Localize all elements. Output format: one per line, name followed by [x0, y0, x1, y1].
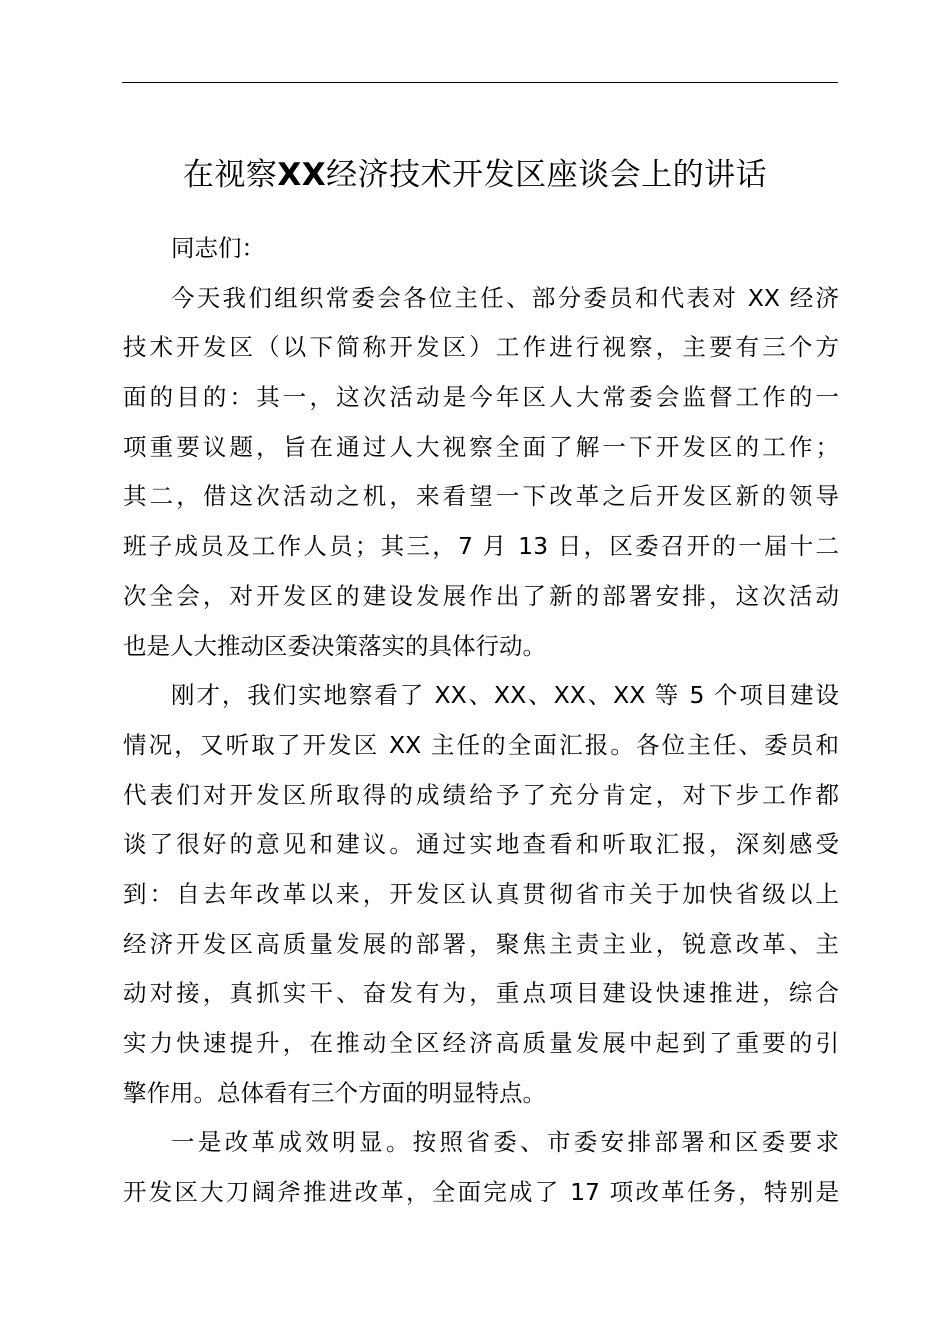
paragraph-line: 也是人大推动区委决策落实的具体行动。: [123, 631, 546, 660]
paragraph-line: 经济开发区高质量发展的部署，聚焦主责主业，锐意改革、主: [123, 929, 839, 958]
paragraph-line: 面的目的：其一，这次活动是今年区人大常委会监督工作的一: [123, 383, 839, 412]
title-prefix: 在视察: [182, 157, 278, 193]
header-rule: [122, 82, 838, 83]
paragraph-line: 班子成员及工作人员；其三，7 月 13 日，区委召开的一届十二: [123, 532, 839, 561]
document-body: [123, 224, 839, 1218]
paragraph-line: 次全会，对开发区的建设发展作出了新的部署安排，这次活动: [123, 581, 839, 610]
paragraph-line: 技术开发区（以下简称开发区）工作进行视察，主要有三个方: [123, 333, 839, 362]
paragraph-line: 一是改革成效明显。按照省委、市委安排部署和区委要求: [171, 1128, 839, 1157]
paragraph-line: 其二，借这次活动之机，来看望一下改革之后开发区新的领导: [123, 482, 839, 511]
title-suffix: 经济技术开发区座谈会上的讲话: [326, 157, 768, 193]
paragraph-line: 代表们对开发区所取得的成绩给予了充分肯定，对下步工作都: [123, 780, 839, 809]
paragraph-3: [123, 1118, 839, 1217]
paragraph-line: 谈了很好的意见和建议。通过实地查看和听取汇报，深刻感受: [123, 830, 839, 859]
paragraph-line: 情况，又听取了开发区 XX 主任的全面汇报。各位主任、委员和: [123, 730, 839, 759]
paragraph-1: [123, 274, 839, 672]
paragraph-2: [123, 671, 839, 1118]
paragraph-line: 动对接，真抓实干、奋发有为，重点项目建设快速推进，综合: [123, 979, 839, 1008]
salutation: 同志们：: [171, 234, 265, 262]
paragraph-line: 实力快速提升，在推动全区经济高质量发展中起到了重要的引: [123, 1029, 839, 1057]
title-bold-placeholder: XX: [277, 157, 327, 193]
paragraph-line: 今天我们组织常委会各位主任、部分委员和代表对 XX 经济: [171, 283, 839, 312]
paragraph-line: 开发区大刀阔斧推进改革，全面完成了 17 项改革任务，特别是: [123, 1178, 839, 1207]
paragraph-line: 擎作用。总体看有三个方面的明显特点。: [123, 1078, 546, 1107]
paragraph-line: 项重要议题，旨在通过人大视察全面了解一下开发区的工作；: [123, 432, 839, 461]
document-title: [0, 150, 950, 200]
paragraph-line: 刚才，我们实地察看了 XX、XX、XX、XX 等 5 个项目建设: [171, 681, 839, 710]
paragraph-line: 到：自去年改革以来，开发区认真贯彻省市关于加快省级以上: [123, 879, 839, 908]
